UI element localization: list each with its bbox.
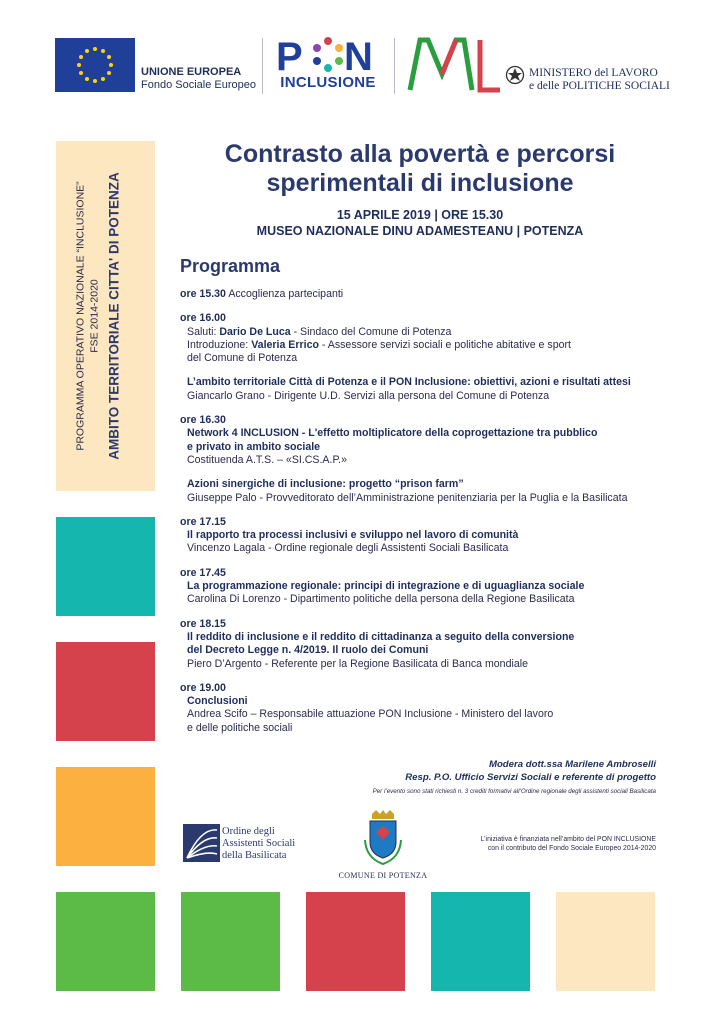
sidebar-line2: FSE 2014-2020: [88, 279, 101, 353]
program-speaker: Piero D’Argento - Referente per la Regione Basilicata di Banca mondiale: [187, 657, 528, 670]
decor-square-teal: [431, 892, 530, 991]
moderator-role: Resp. P.O. Ufficio Servizi Sociali e referente di progetto: [405, 771, 656, 783]
ministry-ml-logo: [406, 34, 502, 94]
program-topic: La programmazione regionale: principi di integrazione e di uguaglianza sociale: [187, 580, 585, 593]
program-time: ore 16.30: [180, 414, 226, 427]
pon-logo: [276, 32, 380, 76]
eu-fund-name: Fondo Sociale Europeo: [141, 79, 256, 91]
moderator-name: Modera dott.ssa Marilene Ambroselli: [488, 759, 656, 770]
comune-label: COMUNE DI POTENZA: [338, 871, 428, 880]
program-speaker: Carolina Di Lorenzo - Dipartimento politiche della persona della Regione Basilicata: [187, 593, 575, 606]
sidebar-vertical-text: [58, 149, 153, 483]
program-time: ore 17.45: [180, 566, 226, 579]
decor-square-green: [181, 892, 280, 991]
event-venue: MUSEO NAZIONALE DINU ADAMESTEANU | POTENZA: [256, 224, 584, 238]
sidebar-line3: AMBITO TERRITORIALE CITTA' DI POTENZA: [106, 172, 122, 460]
program-item: [180, 288, 680, 301]
decor-square-orange: [56, 767, 155, 866]
title-line2: sperimentali di inclusione: [266, 169, 574, 197]
funding-line1: L’iniziativa è finanziata nell’ambito del PON INCLUSIONE: [480, 836, 656, 843]
decor-square-red: [306, 892, 405, 991]
program-time: ore 15.30: [180, 288, 226, 300]
program-speaker: Vincenzo Lagala - Ordine regionale degli Assistenti Sociali Basilicata: [187, 542, 509, 555]
funding-line2: con il contributo del Fondo Sociale Europeo 2014-2020: [487, 845, 656, 852]
ordine-line1: Ordine degli: [222, 826, 275, 837]
program-time: ore 16.00: [180, 312, 226, 325]
decor-square-green: [56, 892, 155, 991]
header-divider: [262, 38, 263, 94]
program-topic: Conclusioni: [187, 695, 248, 708]
ordine-label: [222, 826, 295, 862]
ministry-label: [529, 67, 670, 93]
program-line: Introduzione: Valeria Errico - Assessore servizi sociali e politiche abitative e sport: [187, 338, 571, 351]
italian-emblem-icon: [505, 64, 525, 86]
ministry-line2: e delle POLITICHE SOCIALI: [529, 80, 670, 92]
event-title: [180, 140, 660, 198]
eu-flag-logo: [55, 38, 135, 92]
program-line: Saluti: Dario De Luca - Sindaco del Comune di Potenza: [187, 325, 452, 338]
program-topic: del Decreto Legge n. 4/2019. Il ruolo dei Comuni: [187, 644, 429, 657]
program-text: Accoglienza partecipanti: [228, 288, 344, 300]
eu-name: UNIONE EUROPEA: [141, 66, 242, 78]
program-time: ore 17.15: [180, 515, 226, 528]
program-topic: Il rapporto tra processi inclusivi e sviluppo nel lavoro di comunità: [187, 529, 519, 542]
event-date: 15 APRILE 2019 | ORE 15.30: [336, 208, 504, 222]
decor-square-cream: [556, 892, 655, 991]
program-topic: Il reddito di inclusione e il reddito di cittadinanza a seguito della conversione: [187, 630, 575, 643]
ordine-line2: Assistenti Sociali: [222, 838, 296, 849]
pon-inclusione-word: INCLUSIONE: [280, 74, 376, 91]
program-speaker: Andrea Scifo – Responsabile attuazione PON Inclusione - Ministero del lavoro: [187, 708, 554, 721]
program-topic: Azioni sinergiche di inclusione: progetto “prison farm”: [187, 478, 464, 491]
decor-square-teal: [56, 517, 155, 616]
comune-potenza-crest-icon: [362, 810, 404, 866]
credits-note: Per l’evento sono stati richiesti n. 3 crediti formativi all’Ordine regionale degli assistenti sociali Basilicata: [372, 788, 656, 795]
ministry-line1: MINISTERO del LAVORO: [529, 67, 658, 79]
moderator-info: [360, 759, 656, 784]
program-heading: Programma: [180, 256, 281, 276]
ordine-line3: della Basilicata: [222, 850, 287, 861]
program-speaker: Giancarlo Grano - Dirigente U.D. Servizi alla persona del Comune di Potenza: [187, 389, 550, 402]
program-line: del Comune di Potenza: [187, 352, 298, 365]
program-time: ore 18.15: [180, 617, 226, 630]
program-list: [180, 288, 680, 735]
program-topic: e privato in ambito sociale: [187, 440, 321, 453]
funding-note: [440, 835, 656, 853]
program-topic: L’ambito territoriale Città di Potenza e il PON Inclusione: obiettivi, azioni e risultati attesi: [187, 376, 631, 389]
sidebar-line1: PROGRAMMA OPERATIVO NAZIONALE “INCLUSIONE”: [74, 181, 87, 451]
svg-text:P: P: [276, 35, 303, 76]
eu-label: [141, 66, 256, 92]
program-time: ore 19.00: [180, 681, 226, 694]
program-topic: Network 4 INCLUSION - L'effetto moltiplicatore della coprogettazione tra pubblico: [187, 427, 598, 440]
ordine-assistenti-logo: [183, 824, 220, 862]
svg-text:N: N: [344, 35, 373, 76]
program-speaker: Costituenda A.T.S. – «SI.CS.A.P.»: [187, 453, 347, 466]
decor-square-red: [56, 642, 155, 741]
program-speaker: e delle politiche sociali: [187, 721, 293, 734]
title-line1: Contrasto alla povertà e percorsi: [224, 140, 616, 168]
header-divider: [394, 38, 395, 94]
program-speaker: Giuseppe Palo - Provveditorato dell’Amministrazione penitenziaria per la Puglia e la Basilicata: [187, 491, 628, 504]
